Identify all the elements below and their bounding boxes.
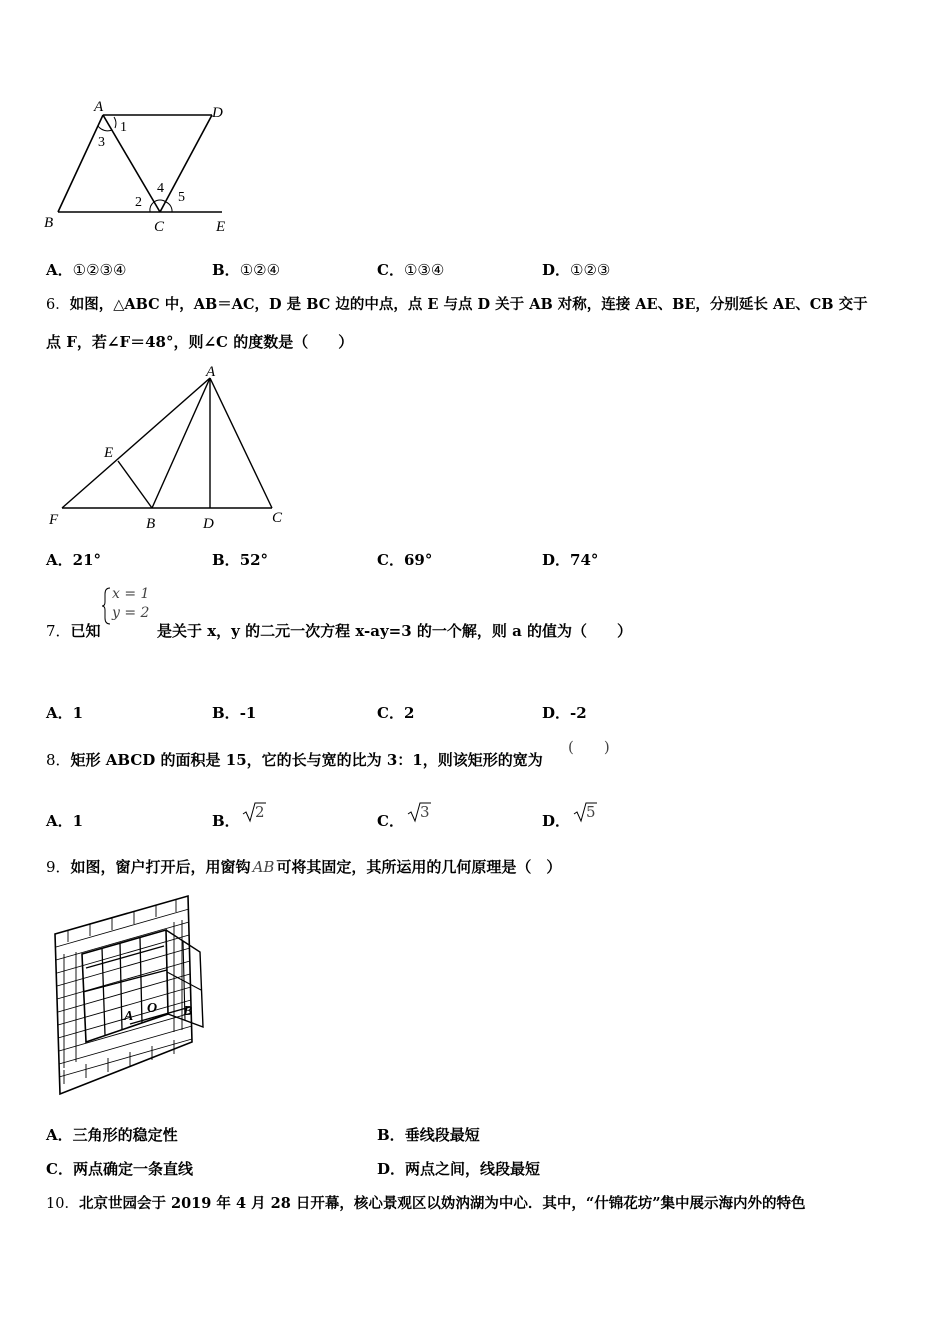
angle-2: 2 xyxy=(135,195,142,210)
q7-option-c[interactable]: C．2 xyxy=(377,704,415,722)
q8-option-b[interactable]: B． xyxy=(212,812,240,830)
q8-option-a[interactable]: A．1 xyxy=(46,812,84,830)
q7-sys-line1: x = 1 xyxy=(112,586,150,602)
label-F: F xyxy=(49,512,59,528)
label-A: A xyxy=(124,1009,134,1024)
q6-option-b[interactable]: B．52° xyxy=(212,551,269,569)
figure-triangle-abc xyxy=(40,362,300,537)
q9-option-a[interactable]: A．三角形的稳定性 xyxy=(46,1126,178,1144)
label-A: A xyxy=(206,364,216,380)
q8-text: 8．矩形 ABCD 的面积是 15，它的长与宽的比为 3：1，则该矩形的宽为 xyxy=(46,751,543,769)
label-B: B xyxy=(146,516,156,532)
label-E: E xyxy=(216,219,226,235)
label-C: C xyxy=(154,219,165,235)
q8-option-d[interactable]: D． xyxy=(542,812,571,830)
angle-3: 3 xyxy=(98,135,105,150)
label-D: D xyxy=(212,105,223,121)
q10-text: 10．北京世园会于 2019 年 4 月 28 日开幕，核心景观区以妫汭湖为中心．其中，“什锦花坊”集中展示海内外的特色 xyxy=(46,1195,806,1212)
q6-text-line1: 6．如图，△ABC 中，AB＝AC，D 是 BC 边的中点，点 E 与点 D 关于 AB 对称，连接 AE、BE，分别延长 AE、CB 交于 xyxy=(46,296,868,313)
q8-option-c[interactable]: C． xyxy=(377,812,404,830)
label-A: A xyxy=(94,99,104,115)
angle-4: 4 xyxy=(157,181,164,196)
label-C: C xyxy=(272,510,283,526)
figure-angles-parallelogram xyxy=(40,95,240,240)
q7-option-a[interactable]: A．1 xyxy=(46,704,84,722)
q9-option-d[interactable]: D．两点之间，线段最短 xyxy=(377,1160,541,1178)
label-E: E xyxy=(104,445,114,461)
q9-option-c[interactable]: C．两点确定一条直线 xyxy=(46,1160,193,1178)
label-D: D xyxy=(203,516,214,532)
q9-option-b[interactable]: B．垂线段最短 xyxy=(377,1126,480,1144)
q6-option-d[interactable]: D．74° xyxy=(542,551,599,569)
figure-window-brick-wall xyxy=(50,892,220,1097)
q7-equation-system xyxy=(102,586,162,626)
q5-option-c[interactable]: C．①③④ xyxy=(377,261,445,279)
q6-option-c[interactable]: C．69° xyxy=(377,551,433,569)
q5-option-a[interactable]: A．①②③④ xyxy=(46,261,127,279)
label-B: B xyxy=(44,215,54,231)
q6-option-a[interactable]: A．21° xyxy=(46,551,102,569)
q7-text-prefix: 7．已知 xyxy=(46,622,101,640)
angle-1: 1 xyxy=(120,120,127,135)
label-O: O xyxy=(147,1001,158,1016)
angle-5: 5 xyxy=(178,190,185,205)
q7-option-b[interactable]: B．-1 xyxy=(212,704,257,722)
q5-option-b[interactable]: B．①②④ xyxy=(212,261,281,279)
q7-text-suffix: 是关于 x，y 的二元一次方程 x-ay=3 的一个解，则 a 的值为（ ） xyxy=(157,622,633,640)
q5-option-d[interactable]: D．①②③ xyxy=(542,261,611,279)
q7-option-d[interactable]: D．-2 xyxy=(542,704,587,722)
label-B: B xyxy=(183,1004,193,1019)
q7-sys-line2: y = 2 xyxy=(112,605,150,621)
q8-paren: ( ) xyxy=(568,738,610,756)
q9-text: 9．如图，窗户打开后，用窗钩 AB 可将其固定，其所运用的几何原理是（ ） xyxy=(46,858,562,876)
q6-text-line2: 点 F，若∠F＝48°，则∠C 的度数是（ ） xyxy=(46,333,354,351)
